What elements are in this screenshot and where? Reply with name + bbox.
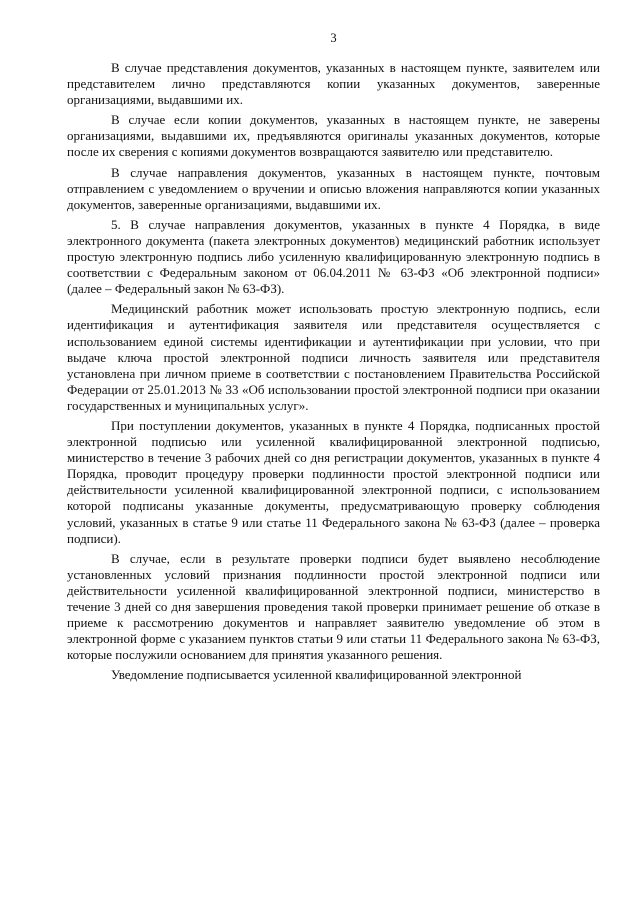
paragraph-verification-failure: В случае, если в результате проверки подписи будет выявлено несоблюдение установленных условий признания подлинности простой электронной подписи или действительности усиленной квалифицированной электронной подписи, министерство в течение 3 дней со дня завершения проведения такой проверки принимает решение об отказе в приеме к рассмотрению документов и направляет заявителю уведомление об этом в электронной форме с указанием пунктов статьи 9 или статьи 11 Федерального закона № 63-ФЗ, которые послужили основанием для принятия указанного решения. [67,550,600,663]
page-number: 3 [330,31,337,45]
paragraph-simple-signature-conditions: Медицинский работник может использовать простую электронную подпись, если идентификация и аутентификация заявителя или представителя осуществляется с использованием единой системы идентификации и аутентификации при условии, что при выдаче ключа простой электронной подписи личность заявителя или представителя установлена при личном приеме в соответствии с постановлением Правительства Российской Федерации от 25.01.2013 № 33 «Об использовании простой электронной подписи при оказании государственных и муниципальных услуг». [67,301,600,413]
paragraph-signature-verification: При поступлении документов, указанных в пункте 4 Порядка, подписанных простой электронной подписью или усиленной квалифицированной электронной подписью, министерство в течение 3 рабочих дней со дня регистрации документов, указанных в пункте 4 Порядка, проводит процедуру проверки подлинности простой электронной подписи или действительности усиленной квалифицированной электронной подписи, с использованием которой подписаны указанные документы, предусматривающую проверку соблюдения условий, указанных в статье 9 или статье 11 Федерального закона № 63-ФЗ (далее – проверка подписи). [67,417,600,546]
paragraph-uncertified-copies: В случае если копии документов, указанных в настоящем пункте, не заверены организациями, выдавшими их, предъявляются оригиналы указанных документов, которые после их сверения с копиями документов возвращаются заявителю или представителю. [67,112,600,160]
paragraph-notification-signing: Уведомление подписывается усиленной квалифицированной электронной [111,667,522,683]
paragraph-personal-submission: В случае представления документов, указанных в настоящем пункте, заявителем или представителем лично представляются копии указанных документов, заверенные организациями, выдавшими их. [67,60,600,108]
paragraph-postal-submission: В случае направления документов, указанных в настоящем пункте, почтовым отправлением с уведомлением о вручении и описью вложения направляются копии указанных документов, заверенные организациями, выдавшими их. [67,164,600,212]
paragraph-item-5-electronic-submission: 5. В случае направления документов, указанных в пункте 4 Порядка, в виде электронного документа (пакета электронных документов) медицинский работник использует простую электронную подпись либо усиленную квалифицированную электронную подпись в соответствии с Федеральным законом от 06.04.2011 № 63-ФЗ «Об электронной подписи» (далее – Федеральный закон № 63-ФЗ). [67,216,600,297]
